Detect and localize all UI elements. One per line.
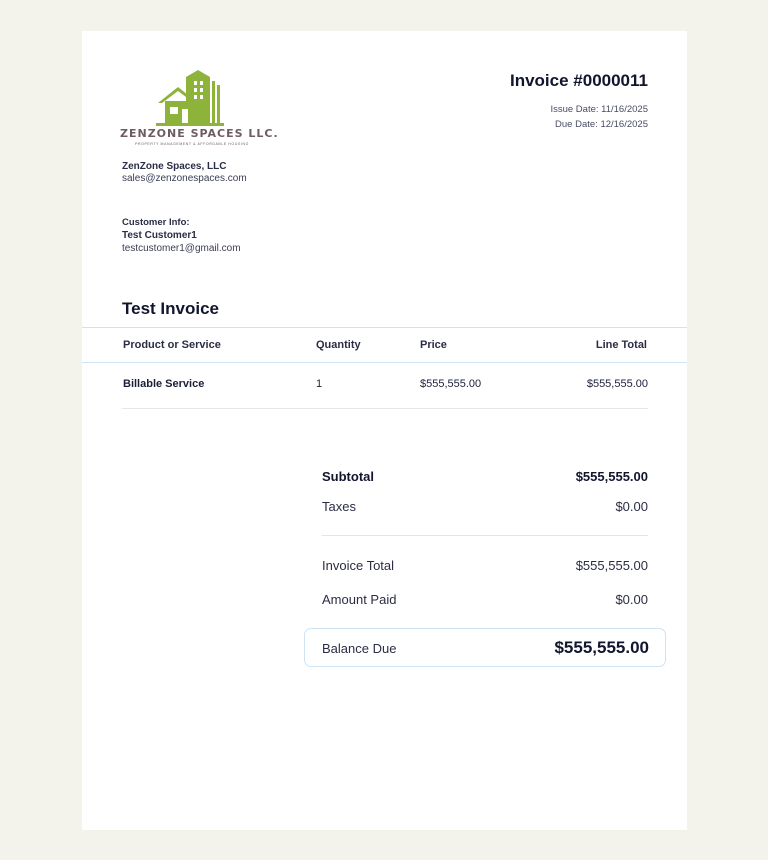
invoice-number: Invoice #0000011 xyxy=(509,71,648,90)
header-product: Product or Service xyxy=(123,339,221,351)
amount-paid-label: Amount Paid xyxy=(322,592,397,607)
logo-tagline: PROPERTY MANAGEMENT & AFFORDABLE HOUSING xyxy=(135,142,249,146)
taxes-value: $0.00 xyxy=(615,499,648,514)
items-table-header xyxy=(82,327,687,363)
header-price: Price xyxy=(420,339,447,351)
totals-divider xyxy=(322,535,648,536)
item-quantity: 1 xyxy=(316,378,323,390)
house-building-icon xyxy=(156,67,226,127)
invoice-total-label: Invoice Total xyxy=(322,558,395,573)
taxes-label: Taxes xyxy=(322,499,356,514)
amount-paid-value: $0.00 xyxy=(615,592,648,607)
invoice-page xyxy=(82,31,687,830)
invoice-total-value: $555,555.00 xyxy=(575,558,648,573)
balance-due-value: $555,555.00 xyxy=(554,638,649,657)
issue-date: Issue Date: 11/16/2025 xyxy=(550,104,648,115)
header-quantity: Quantity xyxy=(316,339,361,351)
subtotal-label: Subtotal xyxy=(322,469,374,484)
subtotal-value: $555,555.00 xyxy=(575,469,648,484)
item-name: Billable Service xyxy=(123,378,205,390)
item-price: $555,555.00 xyxy=(420,378,482,390)
balance-due-label: Balance Due xyxy=(322,641,397,656)
due-date: Due Date: 12/16/2025 xyxy=(555,119,648,130)
table-row xyxy=(122,362,648,409)
company-logo xyxy=(120,67,279,149)
company-name: ZenZone Spaces, LLC xyxy=(122,161,227,172)
header-line-total: Line Total xyxy=(595,339,647,351)
logo-wordmark: ZENZONE SPACES LLC. xyxy=(120,127,279,140)
customer-email: testcustomer1@gmail.com xyxy=(122,243,241,254)
company-email: sales@zenzonespaces.com xyxy=(122,173,247,184)
invoice-name: Test Invoice xyxy=(122,299,219,318)
item-line-total: $555,555.00 xyxy=(586,378,648,390)
customer-info-heading: Customer Info: xyxy=(122,217,190,228)
customer-name: Test Customer1 xyxy=(122,230,197,241)
balance-due-box xyxy=(304,628,666,667)
